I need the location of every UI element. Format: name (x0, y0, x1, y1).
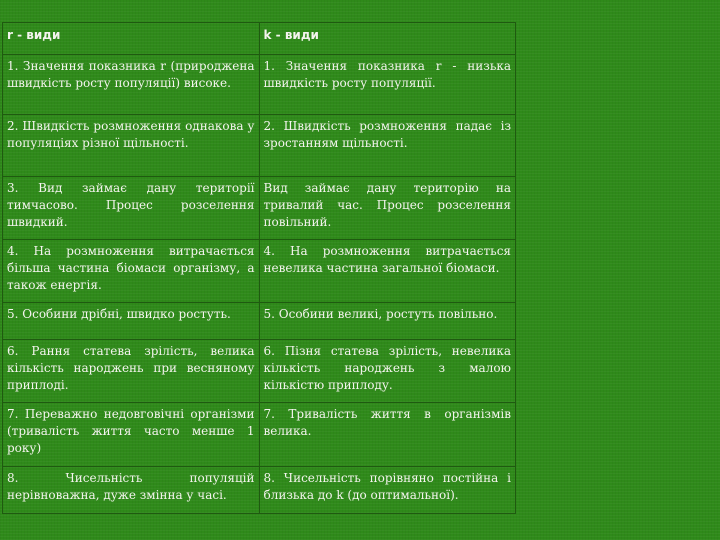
table-row (3, 177, 516, 240)
table-row (3, 403, 516, 467)
table-row (3, 303, 516, 340)
r-species-cell: 8. Чисельність популяцій нерівноважна, дуже змінна у часі. (3, 467, 260, 514)
k-species-cell: 1. Значення показника r - низька швидкість росту популяції. (259, 55, 516, 115)
r-species-cell: 5. Особини дрібні, швидко ростуть. (3, 303, 260, 340)
k-species-cell: 8. Чисельність порівняно постійна і близька до k (до оптимальної). (259, 467, 516, 514)
header-k-species: k - види (259, 23, 516, 55)
r-species-cell: 1. Значення показника r (природжена швидкість росту популяції) високе. (3, 55, 260, 115)
k-species-cell: 4. На розмноження витрачається невелика частина загальної біомаси. (259, 240, 516, 303)
r-species-cell: 2. Швидкість розмноження однакова у популяціях різної щільності. (3, 115, 260, 177)
r-species-cell: 4. На розмноження витрачається більша частина біомаси організму, а також енергія. (3, 240, 260, 303)
table-header-row (3, 23, 516, 55)
r-species-cell: 7. Переважно недовговічні організми (тривалість життя часто менше 1 року) (3, 403, 260, 467)
r-species-cell: 6. Рання статева зрілість, велика кількість народжень при весняному приплоді. (3, 340, 260, 403)
table-row (3, 240, 516, 303)
comparison-table (2, 22, 516, 514)
k-species-cell: Вид займає дану територію на тривалий час. Процес розселення повільний. (259, 177, 516, 240)
table-row (3, 340, 516, 403)
k-species-cell: 5. Особини великі, ростуть повільно. (259, 303, 516, 340)
table-row (3, 467, 516, 514)
table-row (3, 115, 516, 177)
k-species-cell: 2. Швидкість розмноження падає із зростанням щільності. (259, 115, 516, 177)
k-species-cell: 7. Тривалість життя в організмів велика. (259, 403, 516, 467)
k-species-cell: 6. Пізня статева зрілість, невелика кількість народжень з малою кількістю приплоду. (259, 340, 516, 403)
r-species-cell: 3. Вид займає дану території тимчасово. Процес розселення швидкий. (3, 177, 260, 240)
table-row (3, 55, 516, 115)
header-r-species: r - види (3, 23, 260, 55)
